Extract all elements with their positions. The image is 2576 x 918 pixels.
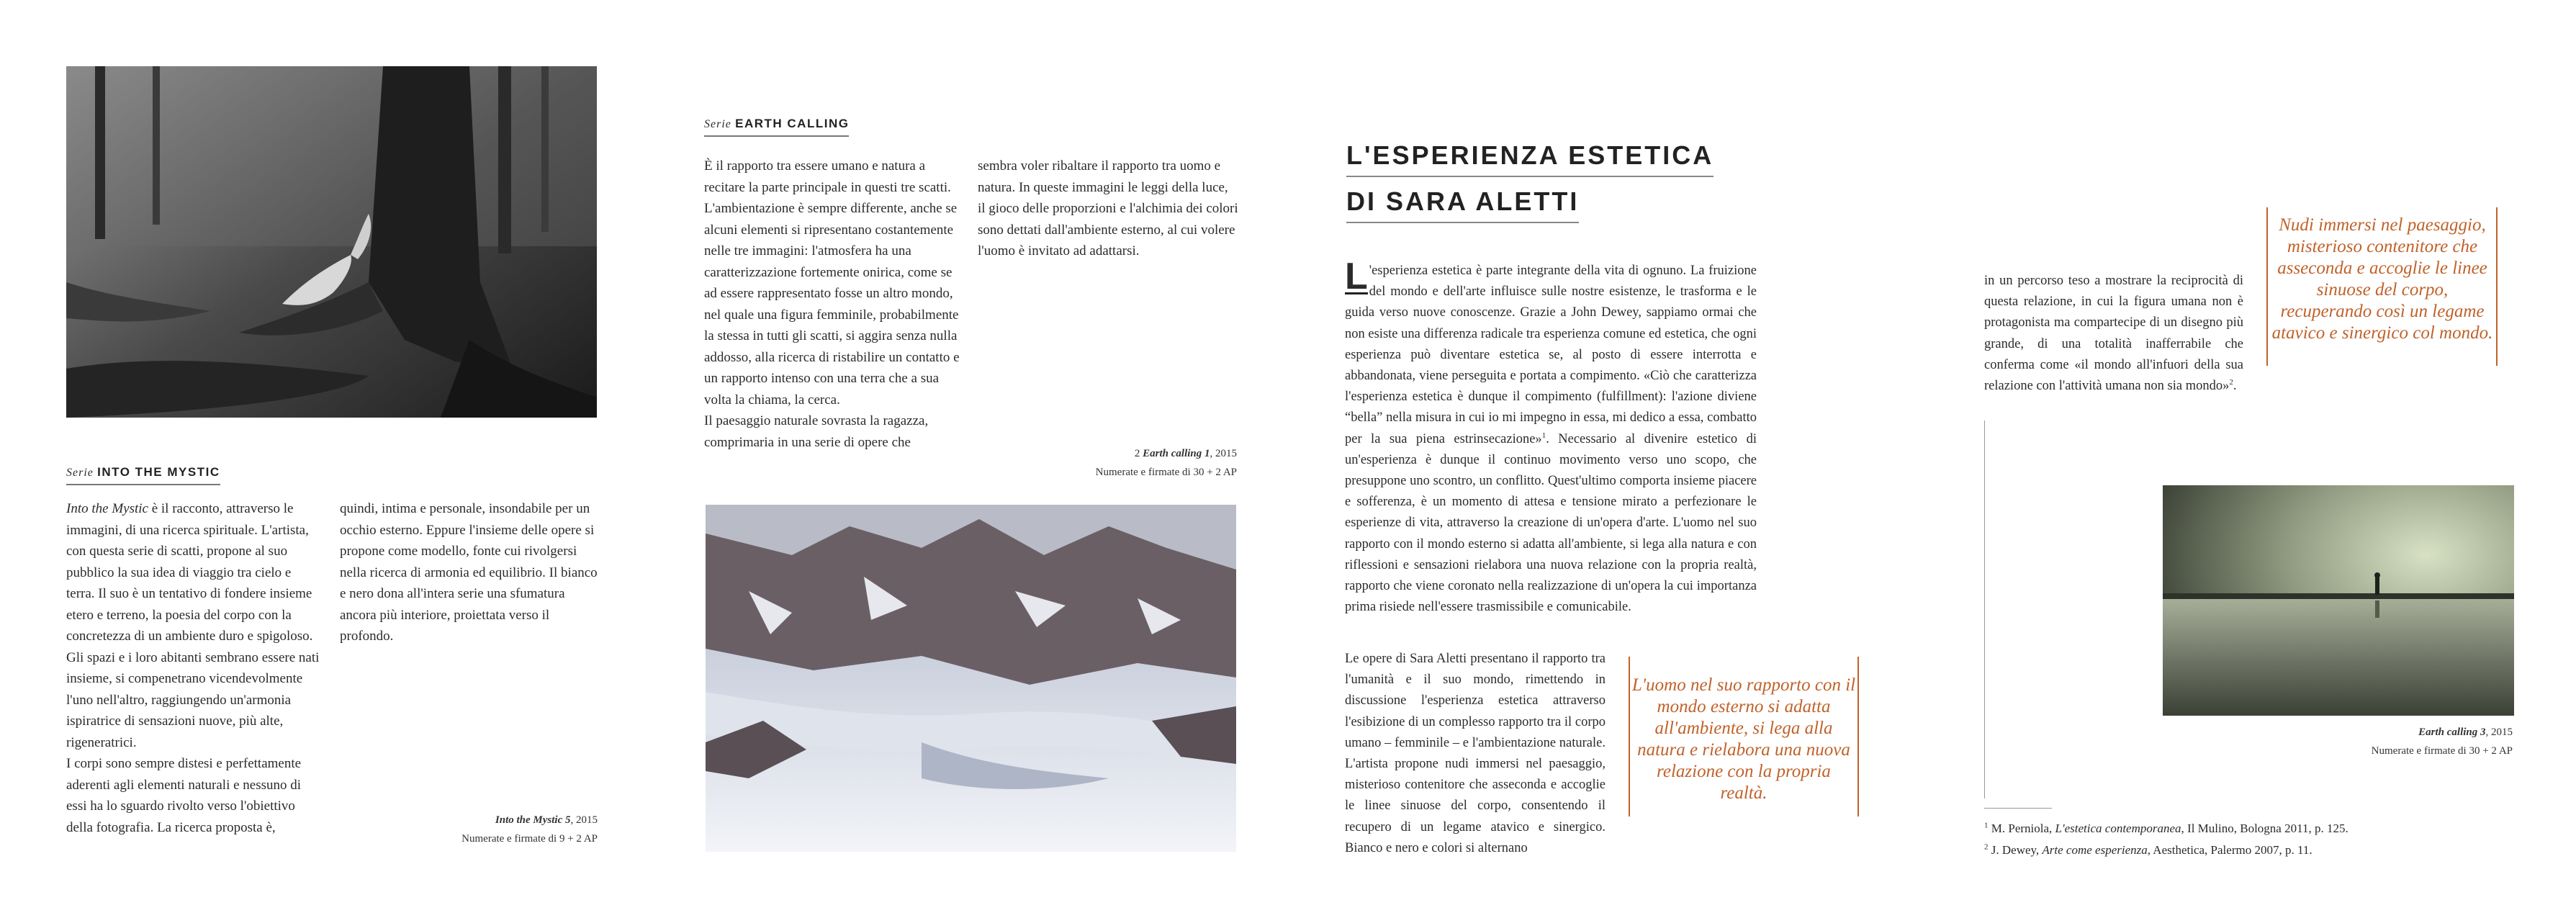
- series-heading-into-the-mystic: [66, 465, 220, 485]
- paragraph: È il rapporto tra essere umano e natura a recitare la parte principale in questi tre scatti. L'ambientazione è sempre differente, anche se alcuni elementi si ripresentano costantemente nelle tre immagini: l'atmosfera ha una caratterizzazione fortemente onirica, come se ad essere rappresentato fosse un altro mondo, nel quale una figura femminile, probabilmente la stessa in tutti gli scatti, si aggira senza nulla addosso, alla ricerca di ristabilire un contatto e un rapporto intenso con una terra che a sua volta la chiama, la cerca.: [704, 158, 960, 408]
- paragraph: Il paesaggio naturale sovrasta la ragazza, comprimaria in una serie di opere che: [704, 413, 929, 450]
- paragraph: I corpi sono sempre distesi e perfettamente aderenti agli elementi naturali e nessuno di essi ha lo sguardo rivolto verso l'obiettivo della fotografia. La ricerca proposta è,: [66, 756, 302, 835]
- quote-rule-left: [2266, 207, 2268, 366]
- column-rule: [1984, 420, 1985, 798]
- article-body-continued: [1345, 649, 1606, 859]
- paragraph: sembra voler ribaltare il rapporto tra uomo e natura. In queste immagini le leggi della luce, il gioco delle proporzioni e l'alchimia dei colori sono dettati dall'ambiente esterno, al cui volere l'uomo è invitato ad adattarsi.: [978, 158, 1238, 258]
- text-column-left: [66, 498, 320, 838]
- earth-calling-3-photo: [2163, 485, 2514, 716]
- article-body-page-4: [1984, 271, 2243, 397]
- series-prefix: Serie: [704, 118, 731, 130]
- quote-rule-left: [1629, 657, 1630, 816]
- series-heading-earth-calling: [704, 117, 849, 137]
- footnote-text: M. Perniola,: [1991, 822, 2055, 835]
- photo-caption: [374, 811, 598, 848]
- into-the-mystic-photo: [66, 66, 597, 418]
- pull-quote: Nudi immersi nel paesaggio, misterioso contenitore che asseconda e accoglie le linee sinuose del corpo, recuperando così un legame atavico e sinergico col mondo.: [2271, 215, 2493, 343]
- paragraph-text: 'esperienza estetica è parte integrante della vita di ognuno. La fruizione del mondo e dell'arte influisce sulle nostre esistenze, le trasforma e le guida verso nuove conoscenze. Grazie a John Dewey, sappiamo ormai che non esiste una differenza radicale tra esperienza comune ed estetica, che ogni esperienza può diventare estetica se, al posto di essere interrotta e abbandonata, viene perseguita e portata a compimento. «Ciò che caratterizza l'esperienza estetica è dunque il compimento (fulfillment): l'azione diviene “bella” nella misura in cui io mi impegno in essa, mi dedico a essa, combatto per la sua piena estrinsecazione»: [1345, 264, 1757, 446]
- text-column-right: [340, 498, 599, 647]
- photo-caption: [1008, 444, 1237, 482]
- footnote-number: 1: [1984, 821, 1989, 830]
- footnote-title: Arte come esperienza: [2042, 843, 2148, 857]
- footnote-title: L'estetica contemporanea: [2055, 822, 2181, 835]
- paragraph-text: . Necessario al divenire estetico di un'esperienza è dunque il continuo movimento verso uno scopo, che presuppone uno scontro, un conflitto. Quest'ultimo comporta insieme piacere e sofferenza, è un momento di attesa e tensione mirato a perfezionare le esperienze di vita, attraverso la creazione di un'opera d'arte. L'uomo nel suo rapporto con il mondo esterno si adatta all'ambiente, si lega alla natura e con riflessioni e sensazioni rielabora una nuova relazione con la propria realtà, rapporto che viene coronato nella realizzazione di un'opera la cui importanza prima risiede nell'essere trasmissibile e comunicabile.: [1345, 431, 1757, 615]
- paragraph: [1984, 271, 2243, 397]
- caption-title: Into the Mystic 5: [495, 814, 571, 826]
- quote-rule-right: [2496, 207, 2498, 366]
- footnote-text: , Aesthetica, Palermo 2007, p. 11.: [2147, 843, 2312, 857]
- footnotes: [1984, 818, 2531, 861]
- series-name: INTO THE MYSTIC: [97, 465, 220, 479]
- caption-number: 2: [1134, 448, 1143, 459]
- footnote-text: , Il Mulino, Bologna 2011, p. 125.: [2181, 822, 2348, 835]
- caption-title: Earth calling 1: [1143, 448, 1210, 459]
- series-prefix: Serie: [66, 467, 94, 479]
- footnote-text: J. Dewey,: [1991, 843, 2043, 857]
- drop-cap: L: [1345, 256, 1368, 297]
- text-column-right: [978, 156, 1238, 262]
- series-name: EARTH CALLING: [735, 117, 850, 130]
- footnote-ref: 1: [1541, 431, 1546, 440]
- caption-title: Earth calling 3: [2418, 726, 2486, 738]
- paragraph-text: .: [2233, 379, 2237, 394]
- pull-quote: L'uomo nel suo rapporto con il mondo esterno si adatta all'ambiente, si lega alla natura e rielabora una nuova relazione con la propria realtà.: [1631, 675, 1856, 803]
- footnote-ref: 2: [2229, 377, 2233, 387]
- lead-title: Into the Mystic: [66, 501, 148, 516]
- footnote-1: [1984, 818, 2531, 840]
- photo-caption: [2284, 723, 2513, 760]
- paragraph: quindi, intima e personale, insondabile per un occhio esterno. Eppure l'insieme delle opere si propone come modello, fonte cui rivolgersi nella ricerca di armonia ed equilibrio. Il bianco e nero dona all'intera serie una sfumatura ancora più interiore, proiettata verso il profondo.: [340, 501, 598, 644]
- footnote-2: [1984, 840, 2531, 861]
- caption-note: Numerate e firmate di 30 + 2 AP: [1095, 467, 1237, 478]
- earth-calling-1-photo: [706, 505, 1236, 852]
- caption-note: Numerate e firmate di 30 + 2 AP: [2371, 745, 2513, 757]
- paragraph: [66, 498, 320, 753]
- caption-year: , 2015: [570, 814, 598, 826]
- text-column-left: [704, 156, 960, 453]
- paragraph-text: è il racconto, attraverso le immagini, di una ricerca spirituale. L'artista, con questa serie di scatti, propone al suo pubblico la sua idea di viaggio tra cielo e terra. Il suo è un tentativo di fondere insieme etero e terreno, la poesia del corpo con la concretezza di un ambiente duro e spigoloso. Gli spazi e i loro abitanti sembrano essere nati insieme, si compenetrano vicendevolmente l'uno nell'altro, raggiungendo un'armonia ispiratrice di sensazioni nuove, più alte, rigeneratrici.: [66, 501, 320, 750]
- paragraph: [1345, 256, 1757, 618]
- article-body: [1345, 256, 1757, 618]
- caption-year: , 2015: [2485, 726, 2513, 738]
- footnote-rule: [1984, 808, 2052, 809]
- caption-year: , 2015: [1210, 448, 1237, 459]
- footnote-number: 2: [1984, 842, 1989, 852]
- caption-note: Numerate e firmate di 9 + 2 AP: [461, 833, 598, 845]
- article-title-line-2: DI SARA ALETTI: [1346, 187, 1579, 223]
- paragraph-text: in un percorso teso a mostrare la reciprocità di questa relazione, in cui la figura umana non è protagonista ma compartecipe di un disegno più grande, di una totalità inafferrabile che conferma come «il mondo all'infuori della sua relazione con l'attività umana non sia mondo»: [1984, 274, 2243, 394]
- quote-rule-right: [1857, 657, 1859, 816]
- paragraph: Le opere di Sara Aletti presentano il rapporto tra l'umanità e il suo mondo, rimettendo in discussione l'esperienza estetica attraverso l'esibizione di un complesso rapporto tra il corpo umano – femminile – e l'ambientazione naturale. L'artista propone nudi immersi nel paesaggio, misterioso contenitore che asseconda e accoglie le linee sinuose del corpo, consentendo il recupero di un legame atavico e sinergico. Bianco e nero e colori si alternano: [1345, 652, 1606, 855]
- article-title-line-1: L'ESPERIENZA ESTETICA: [1346, 141, 1713, 177]
